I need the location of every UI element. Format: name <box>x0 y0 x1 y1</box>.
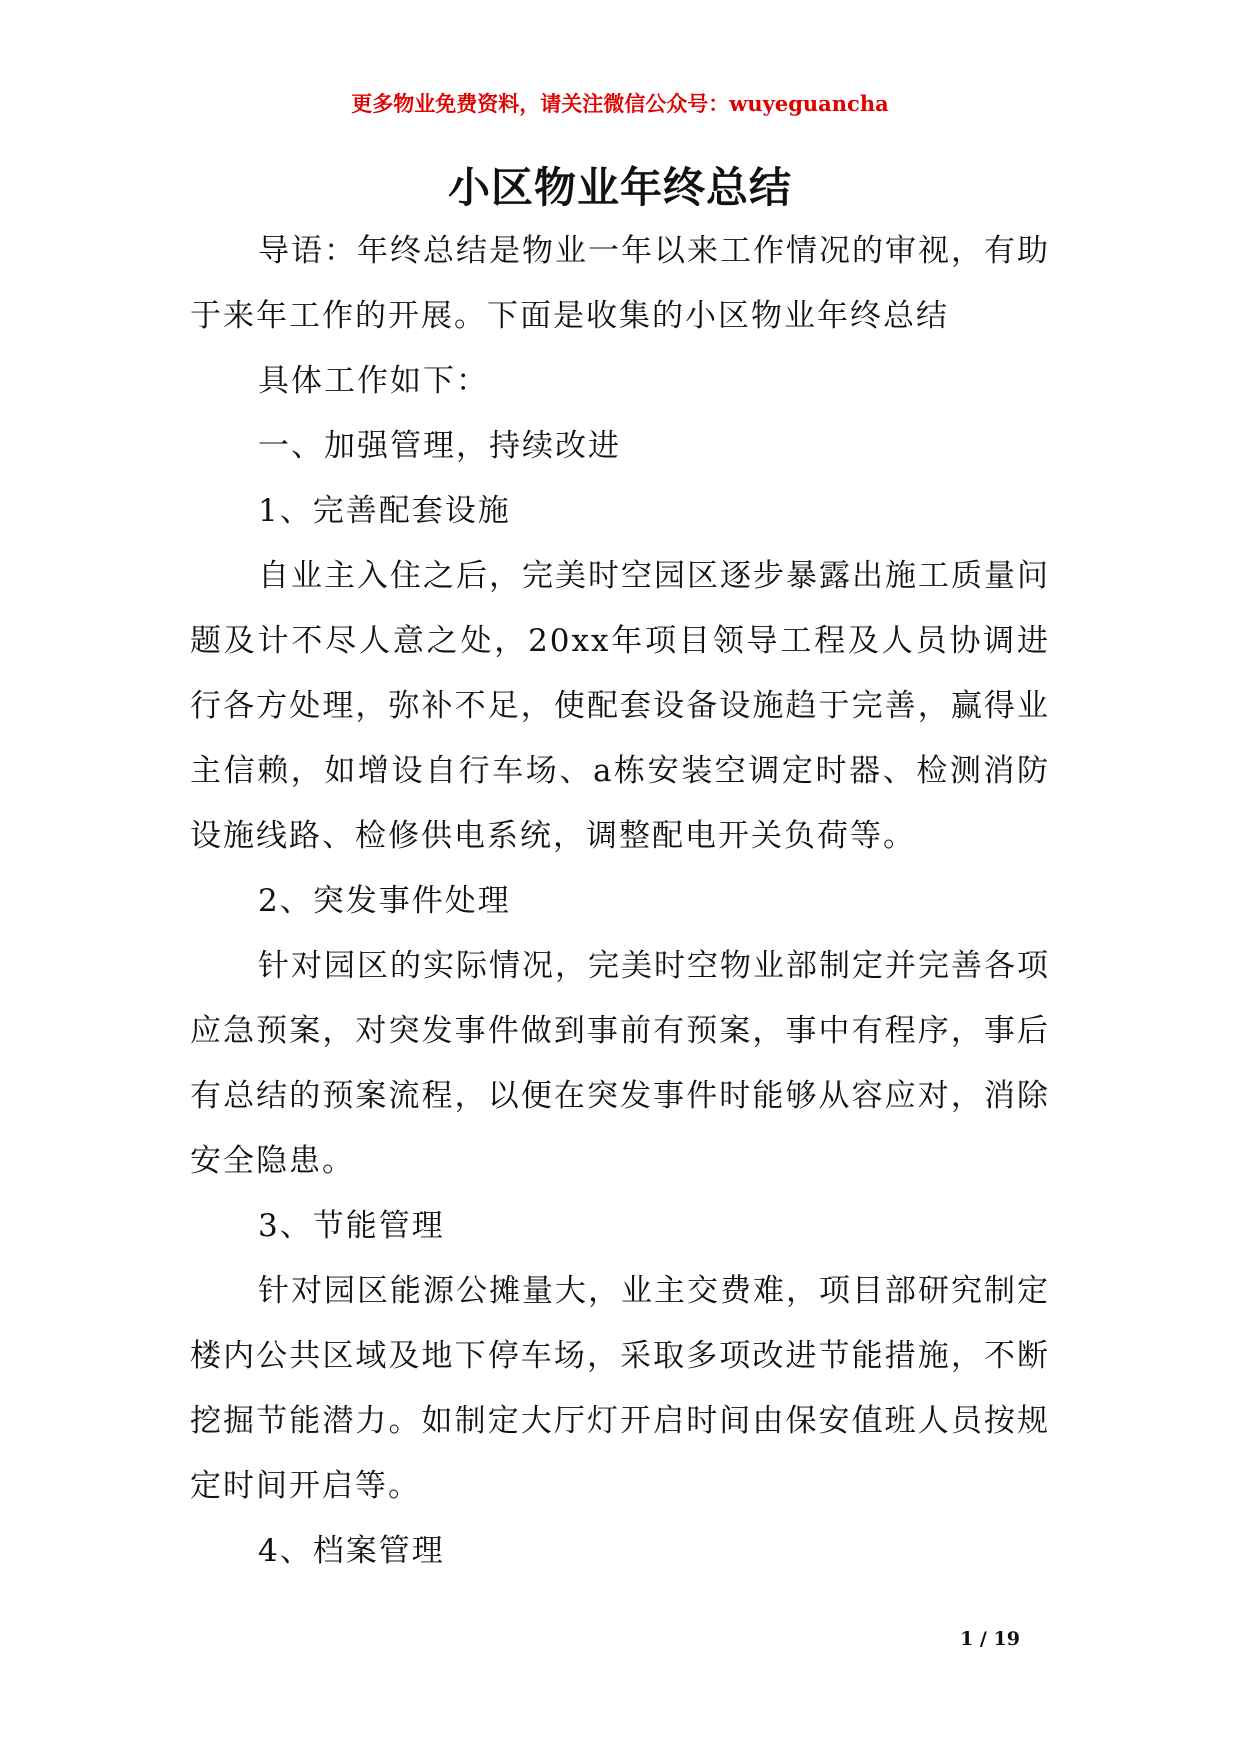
page-number: 1 / 19 <box>960 1628 1020 1650</box>
section-heading-1: 一、加强管理，持续改进 <box>258 428 621 464</box>
header-promo-note: 更多物业免费资料，请关注微信公众号：wuyeguancha <box>351 91 889 116</box>
subsection-heading-2: 2、突发事件处理 <box>258 883 511 919</box>
subsection-heading-3: 3、节能管理 <box>258 1208 445 1244</box>
subsection-heading-4: 4、档案管理 <box>258 1533 445 1569</box>
subsection-3-paragraph: 针对园区能源公摊量大，业主交费难，项目部研究制定楼内公共区域及地下停车场，采取多项改进节能措施，不断挖掘节能潜力。如制定大厅灯开启时间由保安值班人员按规定时间开启等。 <box>190 1273 1050 1504</box>
work-intro-line: 具体工作如下： <box>258 363 489 399</box>
subsection-heading-1: 1、完善配套设施 <box>258 493 511 529</box>
intro-paragraph: 导语：年终总结是物业一年以来工作情况的审视，有助于来年工作的开展。下面是收集的小区物业年终总结 <box>190 233 1050 334</box>
document-body <box>190 219 1050 1584</box>
subsection-2-paragraph: 针对园区的实际情况，完美时空物业部制定并完善各项应急预案，对突发事件做到事前有预案，事中有程序，事后有总结的预案流程，以便在突发事件时能够从容应对，消除安全隐患。 <box>190 948 1050 1179</box>
subsection-1-paragraph: 自业主入住之后，完美时空园区逐步暴露出施工质量问题及计不尽人意之处，20xx年项目领导工程及人员协调进行各方处理，弥补不足，使配套设备设施趋于完善，赢得业主信赖，如增设自行车场、a栋安装空调定时器、检测消防设施线路、检修供电系统，调整配电开关负荷等。 <box>190 558 1050 854</box>
document-title: 小区物业年终总结 <box>447 163 792 212</box>
